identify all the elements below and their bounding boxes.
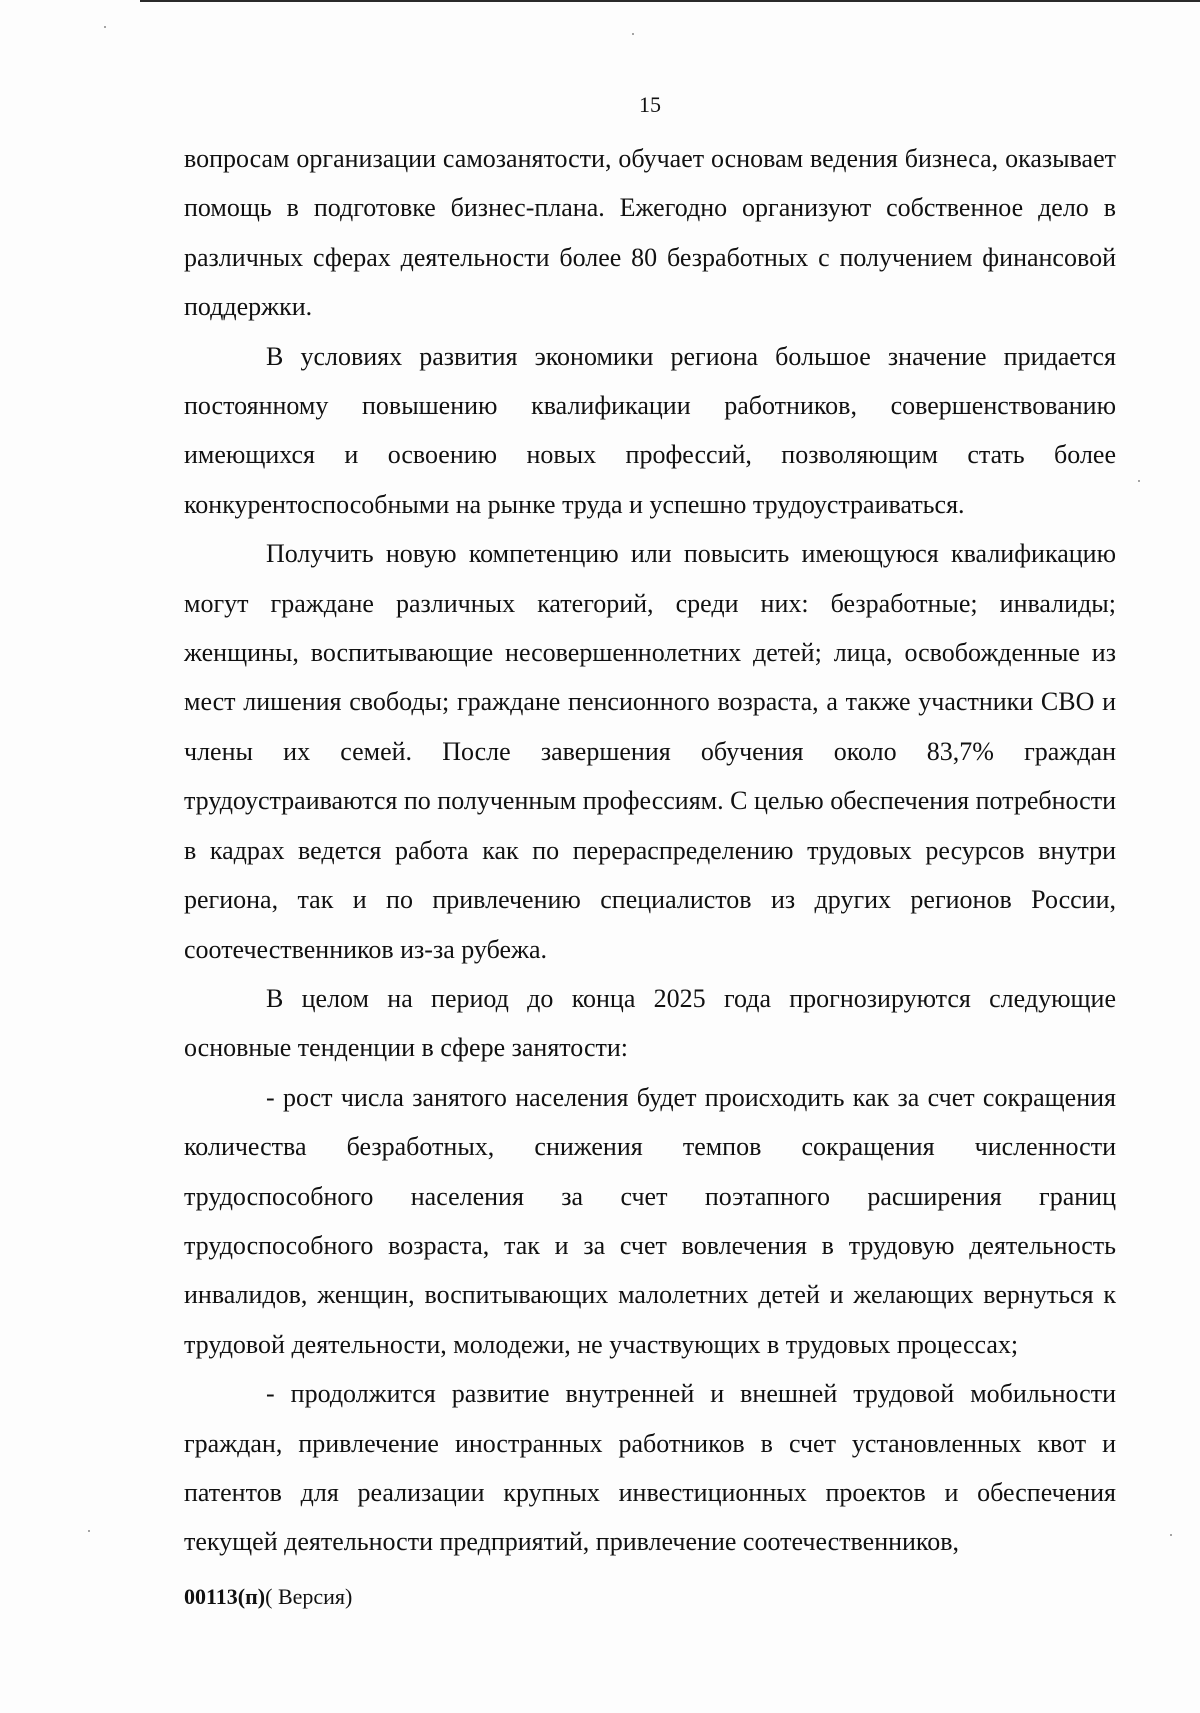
scan-speck [88,1530,90,1532]
paragraph: В целом на период до конца 2025 года прогнозируются следующие основные тенденции в сфере занятости: [184,983,1116,1063]
footer-code: 00113(п) [184,1584,266,1609]
paragraph: - продолжится развитие внутренней и внешней трудовой мобильности граждан, привлечение иностранных работников в счет установленных квот и патентов для реализации крупных инвестиционных проектов и обеспечения текущей деятельности предприятий, привлечение соотечественников, [184,1379,1116,1557]
paragraph: В условиях развития экономики региона большое значение придается постоянному повышению квалификации работников, совершенствованию имеющихся и освоению новых профессий, позволяющим стать более конкурентоспособными на рынке труда и успешно трудоустраиваться. [184,341,1116,519]
paragraph: вопросам организации самозанятости, обучает основам ведения бизнеса, оказывает помощь в подготовке бизнес-плана. Ежегодно организуют собственное дело в различных сферах деятельности более 80 безработных с получением финансовой поддержки. [184,144,1116,322]
paragraph: - рост числа занятого населения будет происходить как за счет сокращения количества безработных, снижения темпов сокращения численности трудоспособного населения за счет поэтапного расширения границ трудоспособного возраста, так и за счет вовлечения в трудовую деятельность инвалидов, женщин, воспитывающих малолетних детей и желающих вернуться к трудовой деятельности, молодежи, не участвующих в трудовых процессах; [184,1082,1116,1359]
scan-speck [104,26,106,28]
body-text [184,134,1116,1567]
page-number: 15 [639,92,661,117]
footer-label: ( Версия) [265,1584,353,1609]
top-rule [140,0,1200,2]
scan-speck [632,33,634,35]
paragraph: Получить новую компетенцию или повысить имеющуюся квалификацию могут граждане различных категорий, среди них: безработные; инвалиды; женщины, воспитывающие несовершеннолетних детей; лица, освобожденные из мест лишения свободы; граждане пенсионного возраста, а также участники СВО и члены их семей. После завершения обучения около 83,7% граждан трудоустраиваются по полученным профессиям. С целью обеспечения потребности в кадрах ведется работа как по перераспределению трудовых ресурсов внутри региона, так и по привлечению специалистов из других регионов России, соотечественников из-за рубежа. [184,539,1116,964]
scan-speck [1138,480,1140,482]
scan-speck [1170,1534,1172,1536]
document-footer [184,1584,352,1610]
